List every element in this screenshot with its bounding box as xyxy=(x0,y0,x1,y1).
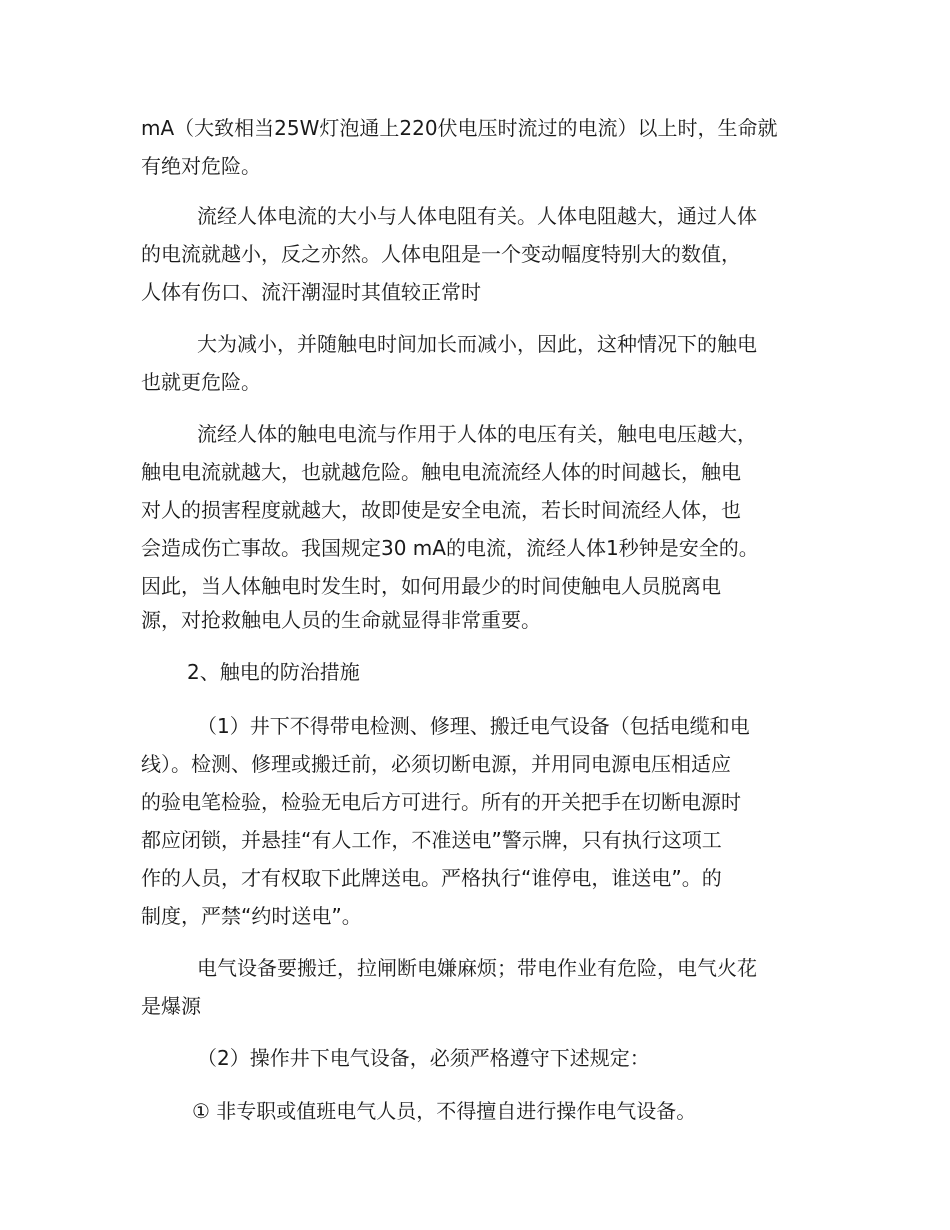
paragraph-3-line-2: 也就更危险。 xyxy=(141,370,261,394)
paragraph-2-line-2: 的电流就越小，反之亦然。人体电阻是一个变动幅度特别大的数值， xyxy=(141,242,741,266)
paragraph-6-line-5: 作的人员，才有权取下此牌送电。严格执行“谁停电，谁送电”。的 xyxy=(141,866,722,890)
paragraph-8-line-1: （2）操作井下电气设备，必须严格遵守下述规定： xyxy=(197,1046,650,1070)
paragraph-6-line-2: 线）。检测、修理或搬迁前，必须切断电源，并用同电源电压相适应 xyxy=(141,752,731,776)
paragraph-6-line-6: 制度，严禁“约时送电”。 xyxy=(141,904,362,928)
paragraph-2-line-3: 人体有伤口、流汗潮湿时其值较正常时 xyxy=(141,280,481,304)
paragraph-1-line-1: mA（大致相当25W灯泡通上220伏电压时流过的电流）以上时，生命就 xyxy=(141,116,778,140)
paragraph-1-line-2: 有绝对危险。 xyxy=(141,154,261,178)
paragraph-4-line-4: 会造成伤亡事故。我国规定30 mA的电流，流经人体1秒钟是安全的。 xyxy=(141,536,759,560)
paragraph-4-line-1: 流经人体的触电电流与作用于人体的电压有关，触电电压越大， xyxy=(197,422,757,446)
paragraph-6-line-1: （1）井下不得带电检测、修理、搬迁电气设备（包括电缆和电 xyxy=(197,714,750,738)
paragraph-3-line-1: 大为减小，并随触电时间加长而减小，因此，这种情况下的触电 xyxy=(197,332,757,356)
paragraph-6-line-3: 的验电笔检验，检验无电后方可进行。所有的开关把手在切断电源时 xyxy=(141,790,741,814)
paragraph-4-line-5: 因此，当人体触电时发生时，如何用最少的时间使触电人员脱离电 xyxy=(141,574,721,598)
paragraph-4-line-3: 对人的损害程度就越大，故即使是安全电流，若长时间流经人体，也 xyxy=(141,498,741,522)
section-heading: 2、触电的防治措施 xyxy=(187,660,360,684)
paragraph-9-line-1: ① 非专职或值班电气人员，不得擅自进行操作电气设备。 xyxy=(192,1099,697,1123)
paragraph-7-line-2: 是爆源 xyxy=(141,994,201,1018)
paragraph-2-line-1: 流经人体电流的大小与人体电阻有关。人体电阻越大，通过人体 xyxy=(197,204,757,228)
paragraph-4-line-6: 源，对抢救触电人员的生命就显得非常重要。 xyxy=(141,608,541,632)
paragraph-7-line-1: 电气设备要搬迁，拉闸断电嫌麻烦；带电作业有危险，电气火花 xyxy=(197,956,757,980)
paragraph-4-line-2: 触电电流就越大，也就越危险。触电电流流经人体的时间越长，触电 xyxy=(141,460,741,484)
paragraph-6-line-4: 都应闭锁，并悬挂“有人工作，不准送电”警示牌，只有执行这项工 xyxy=(141,828,722,852)
